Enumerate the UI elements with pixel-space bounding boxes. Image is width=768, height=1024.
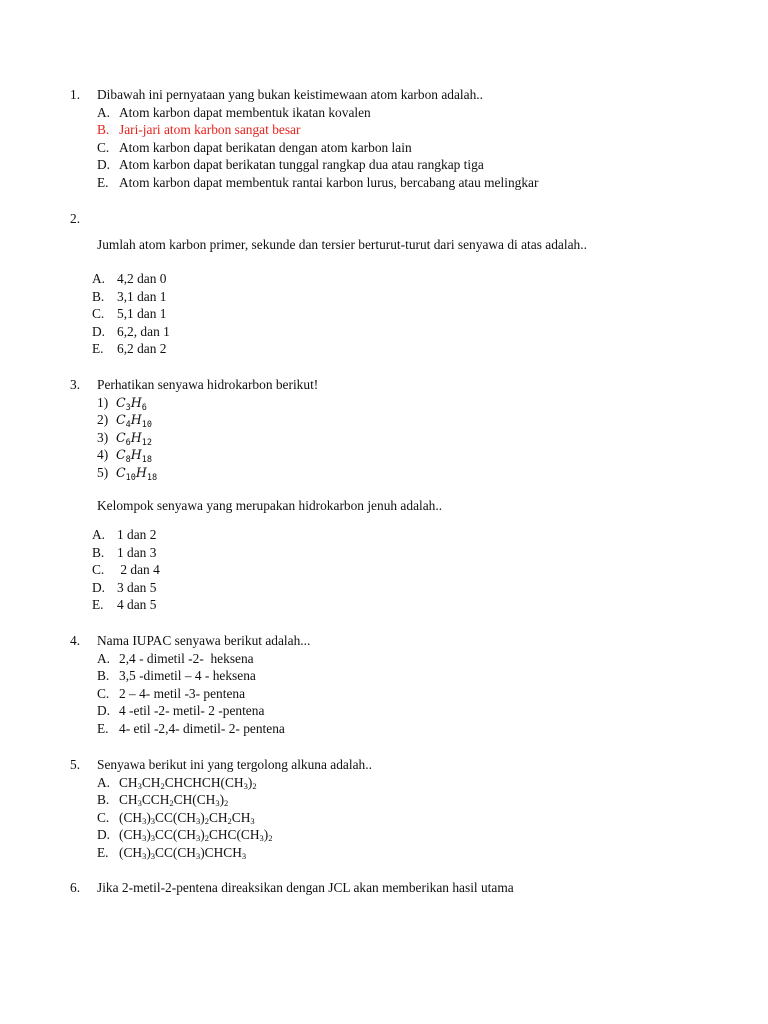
compound-formula: $C_3H_6$ (116, 394, 147, 413)
compound-label: 4) (97, 447, 109, 463)
option-letter: E. (97, 174, 109, 190)
option-letter: A. (97, 104, 111, 120)
option-letter: D. (97, 157, 111, 173)
question-2-options (70, 270, 710, 358)
question-number: 3. (70, 377, 81, 392)
option-letter: C. (92, 306, 105, 322)
question-text: Nama IUPAC senyawa berikut adalah... (97, 633, 311, 648)
option-letter: A. (97, 650, 111, 666)
option-a[interactable] (70, 104, 710, 122)
compound-formula: $C_8H_{18}$ (116, 447, 152, 466)
question-2 (70, 210, 710, 228)
compound-1 (70, 394, 710, 412)
option-b[interactable] (70, 544, 710, 562)
question-number: 5. (70, 757, 81, 772)
question-6-stem (70, 879, 710, 897)
option-letter: E. (92, 597, 104, 613)
question-number: 2. (70, 211, 81, 226)
compound-3 (70, 429, 710, 447)
compound-label: 2) (97, 412, 109, 428)
option-letter: B. (97, 122, 110, 138)
chemical-formula: $CH_3CH_2CHCHCH(CH_3)_2$ (119, 774, 257, 791)
option-letter: D. (97, 827, 111, 843)
compound-4 (70, 446, 710, 464)
option-e[interactable] (70, 720, 710, 738)
option-text: Atom karbon dapat berikatan dengan atom karbon lain (119, 139, 412, 155)
question-5-stem (70, 756, 710, 774)
question-text: Senyawa berikut ini yang tergolong alkuna adalah.. (97, 757, 372, 772)
option-text: 1 dan 2 (117, 527, 157, 542)
option-d[interactable] (70, 323, 710, 341)
question-3-stem (70, 376, 710, 394)
option-letter: D. (97, 703, 111, 719)
option-b-answer-highlighted[interactable] (70, 121, 710, 139)
option-letter: A. (92, 271, 106, 286)
option-text: 6,2, dan 1 (117, 323, 170, 339)
compound-formula: $C_6H_{12}$ (116, 429, 152, 448)
question-2-body (70, 236, 710, 254)
option-a[interactable] (70, 650, 710, 668)
option-d[interactable] (70, 156, 710, 174)
option-letter: C. (92, 562, 105, 578)
option-c[interactable] (70, 685, 710, 703)
question-number: 4. (70, 633, 81, 648)
question-number: 6. (70, 880, 81, 895)
option-letter: B. (97, 668, 110, 684)
compound-label: 5) (97, 464, 109, 480)
option-b[interactable] (70, 288, 710, 306)
option-d[interactable] (70, 826, 710, 844)
question-text: Jika 2-metil-2-pentena direaksikan dengan JCL akan memberikan hasil utama (97, 880, 514, 895)
option-e[interactable] (70, 174, 710, 192)
option-a[interactable] (70, 270, 710, 288)
option-d[interactable] (70, 579, 710, 597)
option-text: 3,5 -dimetil – 4 - heksena (119, 668, 256, 684)
question-6 (70, 879, 710, 897)
followup-text: Kelompok senyawa yang merupakan hidrokarbon jenuh adalah.. (97, 498, 443, 513)
question-text: Dibawah ini pernyataan yang bukan keistimewaan atom karbon adalah.. (97, 87, 483, 102)
question-1 (70, 86, 710, 192)
compound-formula: $C_4H_{10}$ (116, 412, 152, 431)
option-a[interactable] (70, 526, 710, 544)
option-text: 3 dan 5 (117, 579, 157, 595)
question-4-stem (70, 632, 710, 650)
option-text: 4 dan 5 (117, 597, 157, 613)
chemical-formula: $(CH_3)_3CC(CH_3)CHCH_3$ (119, 844, 247, 861)
compound-label: 3) (97, 429, 109, 445)
option-c[interactable] (70, 561, 710, 579)
option-text: Atom karbon dapat berikatan tunggal rangkap dua atau rangkap tiga (119, 157, 484, 173)
question-text: Perhatikan senyawa hidrokarbon berikut! (97, 377, 319, 392)
option-letter: C. (97, 685, 110, 701)
option-text: Jari-jari atom karbon sangat besar (119, 122, 301, 138)
option-letter: E. (97, 844, 109, 860)
option-letter: B. (92, 544, 105, 560)
option-text: Atom karbon dapat membentuk ikatan kovalen (119, 104, 371, 120)
compound-formula: $C_{10}H_{18}$ (116, 464, 158, 483)
question-4 (70, 632, 710, 738)
option-text: 6,2 dan 2 (117, 341, 167, 357)
option-a[interactable] (70, 774, 710, 792)
option-letter: B. (92, 288, 105, 304)
option-text: 1 dan 3 (117, 544, 157, 560)
chemical-formula: $(CH_3)_3CC(CH_3)_2CH_2CH_3$ (119, 809, 255, 826)
option-letter: C. (97, 139, 110, 155)
question-2-number-row (70, 210, 710, 228)
option-letter: E. (97, 720, 109, 736)
question-number: 1. (70, 87, 81, 102)
option-text: 4- etil -2,4- dimetil- 2- pentena (119, 720, 285, 736)
question-1-stem (70, 86, 710, 104)
option-letter: A. (97, 774, 111, 790)
option-e[interactable] (70, 596, 710, 614)
question-3 (70, 376, 710, 482)
option-text: 3,1 dan 1 (117, 288, 167, 304)
option-d[interactable] (70, 702, 710, 720)
option-text: 2 – 4- metil -3- pentena (119, 685, 246, 701)
question-3-options (70, 526, 710, 614)
option-c[interactable] (70, 305, 710, 323)
option-text: 4,2 dan 0 (117, 271, 167, 286)
option-b[interactable] (70, 667, 710, 685)
option-text: 2 dan 4 (117, 562, 160, 578)
chemical-formula: $CH_3CCH_2CH(CH_3)_2$ (119, 792, 229, 809)
question-5 (70, 756, 710, 862)
option-letter: D. (92, 579, 106, 595)
option-letter: B. (97, 792, 110, 808)
option-text: 5,1 dan 1 (117, 306, 167, 322)
compound-2 (70, 411, 710, 429)
question-text-row (70, 236, 710, 254)
option-letter: D. (92, 323, 106, 339)
option-text: 2,4 - dimetil -2- heksena (119, 650, 254, 666)
option-c[interactable] (70, 139, 710, 157)
option-b[interactable] (70, 791, 710, 809)
option-text: Atom karbon dapat membentuk rantai karbon lurus, bercabang atau melingkar (119, 174, 539, 190)
chemical-formula: $(CH_3)_3CC(CH_3)_2CHC(CH_3)_2$ (119, 827, 273, 844)
option-c[interactable] (70, 809, 710, 827)
question-text: Jumlah atom karbon primer, sekunde dan tersier berturut-turut dari senyawa di atas adalah.. (97, 237, 587, 252)
compound-label: 1) (97, 394, 109, 410)
compound-5 (70, 464, 710, 482)
option-text: 4 -etil -2- metil- 2 -pentena (119, 703, 265, 719)
option-e[interactable] (70, 844, 710, 862)
followup-row (70, 497, 710, 515)
option-letter: E. (92, 341, 104, 357)
option-letter: C. (97, 809, 110, 825)
option-e[interactable] (70, 340, 710, 358)
question-3-followup (70, 497, 710, 515)
option-letter: A. (92, 527, 106, 542)
